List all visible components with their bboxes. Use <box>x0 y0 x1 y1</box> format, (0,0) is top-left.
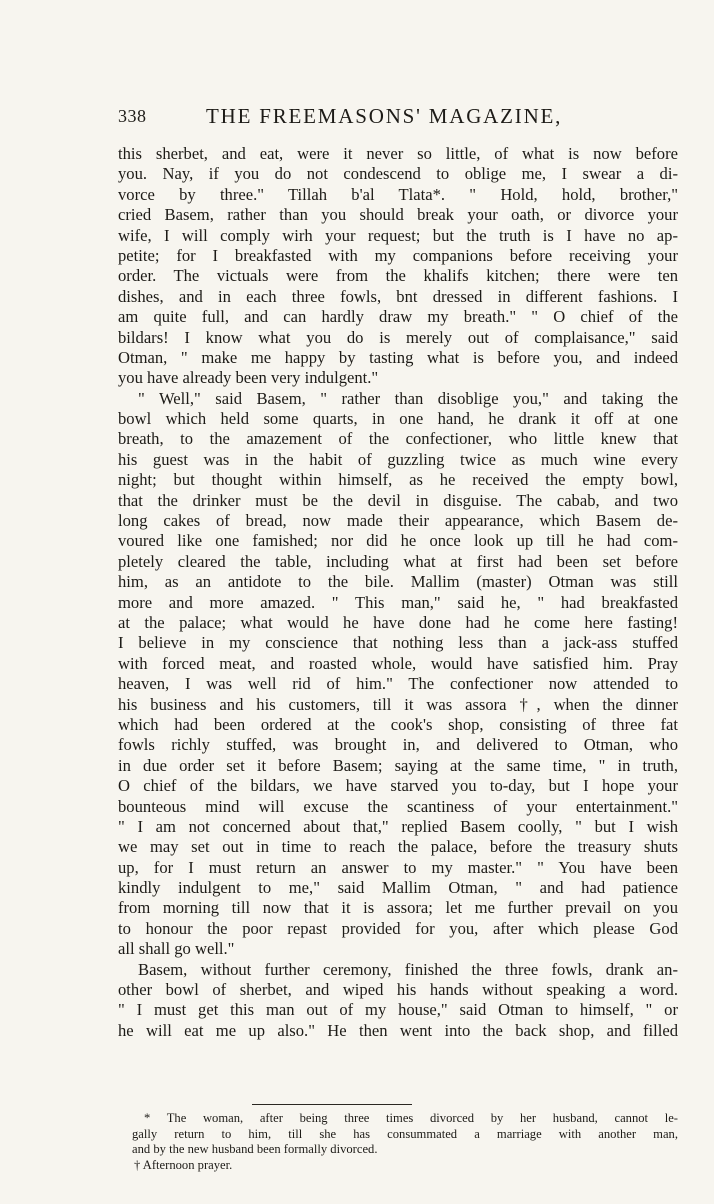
text-line: this sherbet, and eat, were it never so little, of what is now before <box>118 144 678 163</box>
text-line: pletely cleared the table, including what at first had been set before <box>118 551 678 571</box>
text-line: vorce by three." Tillah b'al Tlata*. " Hold, hold, brother," <box>118 184 678 204</box>
text-line: bounteous mind will excuse the scantiness of your entertainment." <box>118 796 678 816</box>
text-line: his guest was in the habit of guzzling twice as much wine every <box>118 449 678 469</box>
text-line: fowls richly stuffed, was brought in, and delivered to Otman, who <box>118 735 678 755</box>
text-line: " I am not concerned about that," replied Basem coolly, " but I wish <box>118 816 678 836</box>
running-head: THE FREEMASONS' MAGAZINE, <box>206 104 563 128</box>
text-line: cried Basem, rather than you should break your oath, or divorce your <box>118 205 678 225</box>
text-line: night; but thought within himself, as he received the empty bowl, <box>118 470 678 490</box>
text-line: Basem, without further ceremony, finished the three fowls, drank an- <box>138 959 678 979</box>
text-line: with forced meat, and roasted whole, would have satisfied him. Pray <box>118 653 678 673</box>
page-number: 338 <box>118 106 147 126</box>
text-line: you have already been very indulgent." <box>118 368 379 388</box>
text-line: other bowl of sherbet, and wiped his hands without speaking a word. <box>118 980 678 1000</box>
text-line: long cakes of bread, now made their appearance, which Basem de- <box>118 511 678 531</box>
text-line: that the drinker must be the devil in disguise. The cabab, and two <box>118 490 678 510</box>
page-header <box>118 104 678 132</box>
footnote-divider <box>252 1104 412 1105</box>
text-line: wife, I will comply wirh your request; but the truth is I have no ap- <box>118 225 678 245</box>
footnote-line: † Afternoon prayer. <box>134 1157 233 1172</box>
footnotes <box>132 1111 678 1173</box>
text-line: all shall go well." <box>118 939 235 959</box>
text-line: his business and his customers, till it was assora †, when the dinner <box>118 694 678 714</box>
text-line: heaven, I was well rid of him." The confectioner now attended to <box>118 674 678 694</box>
text-line: " I must get this man out of my house," said Otman to himself, " or <box>118 1000 678 1020</box>
footnote-line: * The woman, after being three times divorced by her husband, cannot le- <box>144 1111 678 1125</box>
text-line: you. Nay, if you do not condescend to oblige me, I swear a di- <box>118 164 678 184</box>
text-line: from morning till now that it is assora; let me further prevail on you <box>118 898 678 918</box>
text-line: bildars! I know what you do is merely out of complaisance," said <box>118 327 678 347</box>
text-line: at the palace; what would he have done had he come here fasting! <box>118 612 678 632</box>
text-line: order. The victuals were from the khalifs kitchen; there were ten <box>118 266 678 286</box>
text-line: I believe in my conscience that nothing less than a jack-ass stuffed <box>118 633 678 653</box>
body-text <box>118 144 678 1041</box>
text-line: which had been ordered at the cook's shop, consisting of three fat <box>118 714 678 734</box>
text-line: am quite full, and can hardly draw my breath." " O chief of the <box>118 307 678 327</box>
text-line: O chief of the bildars, we have starved you to-day, but I hope your <box>118 776 678 796</box>
text-line: dishes, and in each three fowls, bnt dressed in different fashions. I <box>118 286 678 306</box>
text-line: in due order set it before Basem; saying at the same time, " in truth, <box>118 755 678 775</box>
text-line: he will eat me up also." He then went into the back shop, and filled <box>118 1020 678 1040</box>
text-line: " Well," said Basem, " rather than disoblige you," and taking the <box>138 388 678 408</box>
text-line: kindly indulgent to me," said Mallim Otman, " and had patience <box>118 878 678 898</box>
text-line: more and more amazed. " This man," said he, " had breakfasted <box>118 592 678 612</box>
footnote-line: gally return to him, till she has consummated a marriage with another man, <box>132 1126 678 1141</box>
footnote-line: and by the new husband been formally divorced. <box>132 1142 378 1156</box>
text-line: Otman, " make me happy by tasting what is before you, and indeed <box>118 347 678 367</box>
text-line: we may set out in time to reach the palace, before the treasury shuts <box>118 837 678 857</box>
text-line: breath, to the amazement of the confectioner, who little knew that <box>118 429 678 449</box>
text-line: him, as an antidote to the bile. Mallim (master) Otman was still <box>118 572 678 592</box>
text-line: petite; for I breakfasted with my companions before receiving your <box>118 245 678 265</box>
text-line: bowl which held some quarts, in one hand, he drank it off at one <box>118 409 678 429</box>
text-line: voured like one famished; nor did he once look up till he had com- <box>118 531 678 551</box>
text-line: up, for I must return an answer to my master." " You have been <box>118 857 678 877</box>
text-line: to honour the poor repast provided for you, after which please God <box>118 918 678 938</box>
